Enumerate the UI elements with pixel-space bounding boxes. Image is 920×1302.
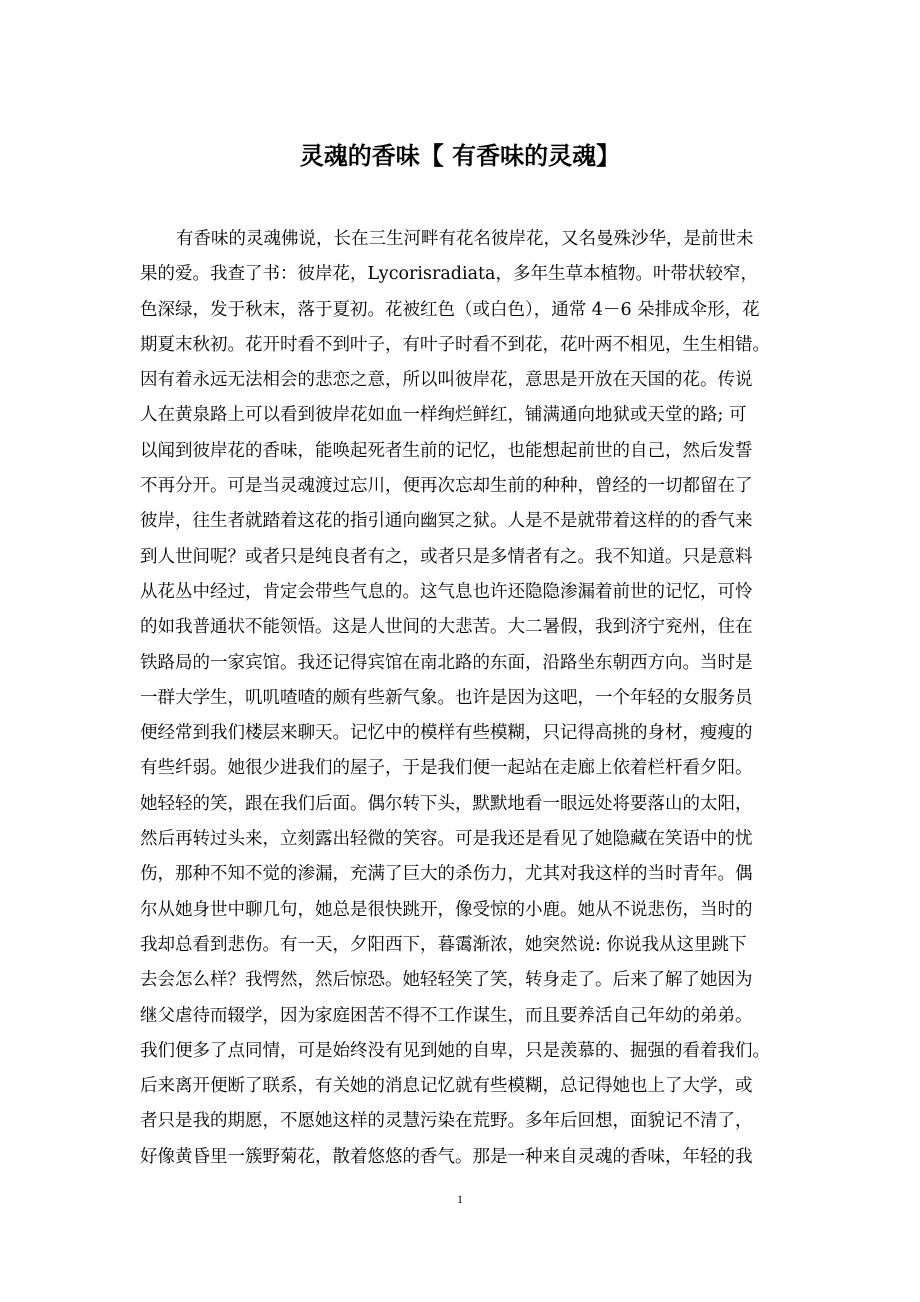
body-line: 有些纤弱。她很少进我们的屋子，于是我们便一起站在走廊上依着栏杆看夕阳。 <box>140 758 753 779</box>
body-line: 然后再转过头来，立刻露出轻微的笑容。可是我还是看见了她隐藏在笑语中的忧 <box>140 829 753 850</box>
document-body <box>140 222 792 1175</box>
body-line: 她轻轻的笑，跟在我们后面。偶尔转下头，默默地看一眼远处将要落山的太阳， <box>140 793 753 814</box>
body-line: 继父虐待而辍学，因为家庭困苦不得不工作谋生，而且要养活自己年幼的弟弟。 <box>140 1005 753 1026</box>
body-line: 因有着永远无法相会的悲恋之意，所以叫彼岸花，意思是开放在天国的花。传说 <box>140 370 753 391</box>
body-line: 不再分开。可是当灵魂渡过忘川，便再次忘却生前的种种，曾经的一切都留在了 <box>140 476 753 497</box>
body-line: 后来离开便断了联系，有关她的消息记忆就有些模糊，总记得她也上了大学，或 <box>140 1076 753 1097</box>
body-line: 到人世间呢？或者只是纯良者有之，或者只是多情者有之。我不知道。只是意料 <box>140 546 753 567</box>
body-line: 尔从她身世中聊几句，她总是很快跳开，像受惊的小鹿。她从不说悲伤，当时的 <box>140 899 753 920</box>
body-line: 我们便多了点同情，可是始终没有见到她的自卑，只是羡慕的、掘强的看着我们。 <box>140 1040 770 1061</box>
body-line: 者只是我的期愿，不愿她这样的灵慧污染在荒野。多年后回想，面貌记不清了， <box>140 1111 753 1132</box>
page-number: 1 <box>457 1192 463 1206</box>
body-line: 伤，那种不知不觉的渗漏，充满了巨大的杀伤力，尤其对我这样的当时青年。偶 <box>140 864 753 885</box>
body-line: 人在黄泉路上可以看到彼岸花如血一样绚烂鲜红，铺满通向地狱或天堂的路; 可 <box>140 405 747 426</box>
body-line: 有香味的灵魂佛说，长在三生河畔有花名彼岸花，又名曼殊沙华，是前世未 <box>176 229 754 249</box>
body-line: 期夏末秋初。花开时看不到叶子，有叶子时看不到花，花叶两不相见，生生相错。 <box>140 334 770 355</box>
body-line: 的如我普通状不能领悟。这是人世间的大悲苦。大二暑假，我到济宁兖州，住在 <box>140 617 753 638</box>
body-line: 好像黄昏里一簇野菊花，散着悠悠的香气。那是一种来自灵魂的香味，年轻的我 <box>140 1146 753 1167</box>
body-line: 铁路局的一家宾馆。我还记得宾馆在南北路的东面，沿路坐东朝西方向。当时是 <box>140 652 753 673</box>
body-line: 去会怎么样？我愕然，然后惊恐。她轻轻笑了笑，转身走了。后来了解了她因为 <box>140 970 753 991</box>
body-line: 果的爱。我查了书：彼岸花，Lycorisradiata，多年生草本植物。叶带状较窄， <box>140 264 758 285</box>
document-title: 灵魂的香味【 有香味的灵魂】 <box>299 141 621 170</box>
body-line: 色深绿，发于秋末，落于夏初。花被红色（或白色），通常 4－6 朵排成伞形，花 <box>140 299 760 320</box>
body-line: 我却总看到悲伤。有一天，夕阳西下，暮霭渐浓，她突然说: 你说我从这里跳下 <box>140 934 747 955</box>
body-line: 一群大学生，叽叽喳喳的颇有些新气象。也许是因为这吧，一个年轻的女服务员 <box>140 687 753 708</box>
body-line: 彼岸，往生者就踏着这花的指引通向幽冥之狱。人是不是就带着这样的的香气来 <box>140 511 753 532</box>
body-line: 以闻到彼岸花的香味，能唤起死者生前的记忆，也能想起前世的自己，然后发誓 <box>140 440 753 461</box>
body-line: 便经常到我们楼层来聊天。记忆中的模样有些模糊，只记得高挑的身材，瘦瘦的 <box>140 723 753 744</box>
body-line: 从花丛中经过，肯定会带些气息的。这气息也许还隐隐渗漏着前世的记忆，可怜 <box>140 581 753 602</box>
